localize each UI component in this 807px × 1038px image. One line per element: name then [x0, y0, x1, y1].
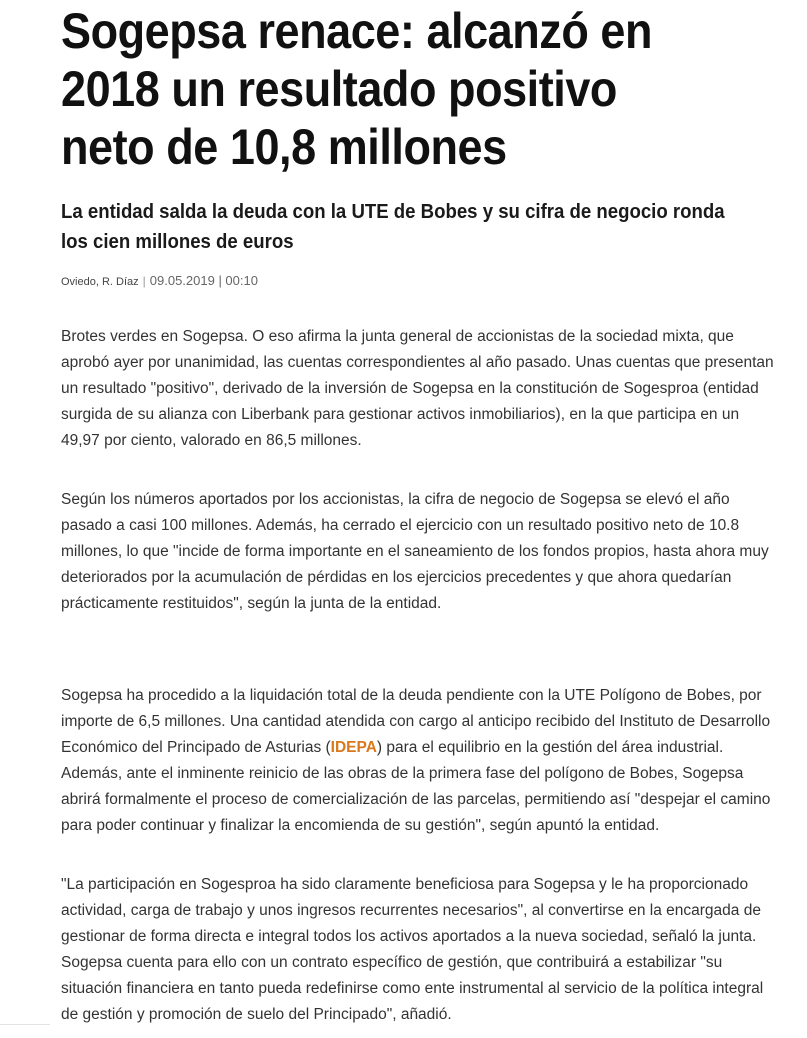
paragraph-line: Sogepsa ha procedido a la liquidación total de la deuda pendiente con la UTE Polígono de Bobes, por [61, 687, 762, 704]
paragraph-line: millones, lo que "incide de forma importante en el saneamiento de los fondos propios, hasta ahora muy [61, 543, 769, 560]
paragraph-line: prácticamente restituidos", según la junta de la entidad. [61, 595, 442, 612]
paragraph-line: Según los números aportados por los accionistas, la cifra de negocio de Sogepsa se elevó el año [61, 491, 730, 508]
byline-separator: | [142, 274, 146, 288]
paragraph-line: Además, ante el inminente reinicio de las obras de la primera fase del polígono de Bobes, Sogepsa [61, 765, 744, 782]
article-subtitle: La entidad salda la deuda con la UTE de Bobes y su cifra de negocio ronda los cien millones de euros [61, 201, 725, 253]
byline [61, 273, 258, 288]
paragraph-line: pasado a casi 100 millones. Además, ha cerrado el ejercicio con un resultado positivo neto de 10.8 [61, 517, 740, 534]
paragraph-line: "La participación en Sogesproa ha sido claramente beneficiosa para Sogepsa y le ha proporcionado [61, 876, 749, 893]
paragraph-line: actividad, carga de trabajo y unos ingresos recurrentes necesarios", al convertirse en la encargada de [61, 902, 761, 919]
paragraph-line: situación financiera en tanto pueda redefinirse como ente instrumental al servicio de la política integral [61, 980, 764, 997]
paragraph-line: importe de 6,5 millones. Una cantidad atendida con cargo al anticipo recibido del Instituto de Desarrollo [61, 713, 771, 730]
paragraph-line: Brotes verdes en Sogepsa. O eso afirma la junta general de accionistas de la sociedad mixta, que [61, 328, 734, 345]
paragraph-4 [61, 872, 807, 1028]
article [61, 0, 807, 1023]
idepa-link[interactable]: IDEPA [330, 739, 377, 756]
paragraph-line: surgida de su alianza con Liberbank para gestionar activos inmobiliarios), en la que participa en un [61, 406, 740, 423]
text-fragment: Económico del Principado de Asturias ( [61, 739, 331, 756]
paragraph-line: 49,97 por ciento, valorado en 86,5 millones. [61, 432, 362, 449]
paragraph-line: gestionar de forma directa e integral todos los activos aportados a la nueva sociedad, señaló la junta. [61, 928, 757, 945]
byline-author: Oviedo, R. Díaz [61, 276, 139, 288]
byline-date: 09.05.2019 | 00:10 [149, 273, 258, 288]
paragraph-2 [61, 487, 807, 617]
paragraph-line: Sogepsa cuenta para ello con un contrato específico de gestión, que contribuirá a estabilizar "su [61, 954, 723, 971]
paragraph-line: aprobó ayer por unanimidad, las cuentas correspondientes al año pasado. Unas cuentas que presentan [61, 354, 774, 371]
divider [0, 1024, 50, 1025]
article-headline: Sogepsa renace: alcanzó en 2018 un resultado positivo neto de 10,8 millones [61, 3, 653, 175]
paragraph-line: un resultado "positivo", derivado de la inversión de Sogepsa en la constitución de Sogesproa (entidad [61, 380, 759, 397]
paragraph-line: de gestión y promoción de suelo del Principado", añadió. [61, 1006, 452, 1023]
paragraph-line: abrirá formalmente el proceso de comercialización de las parcelas, permitiendo así "despejar el camino [61, 791, 771, 808]
paragraph-line-with-link [61, 735, 807, 761]
paragraph-3 [61, 683, 807, 839]
paragraph-line: deteriorados por la acumulación de pérdidas en los ejercicios precedentes y que ahora quedarían [61, 569, 732, 586]
text-fragment: ) para el equilibrio en la gestión del área industrial. [376, 739, 724, 756]
paragraph-line: para poder continuar y finalizar la encomienda de su gestión", según apuntó la entidad. [61, 817, 660, 834]
paragraph-1 [61, 324, 807, 454]
